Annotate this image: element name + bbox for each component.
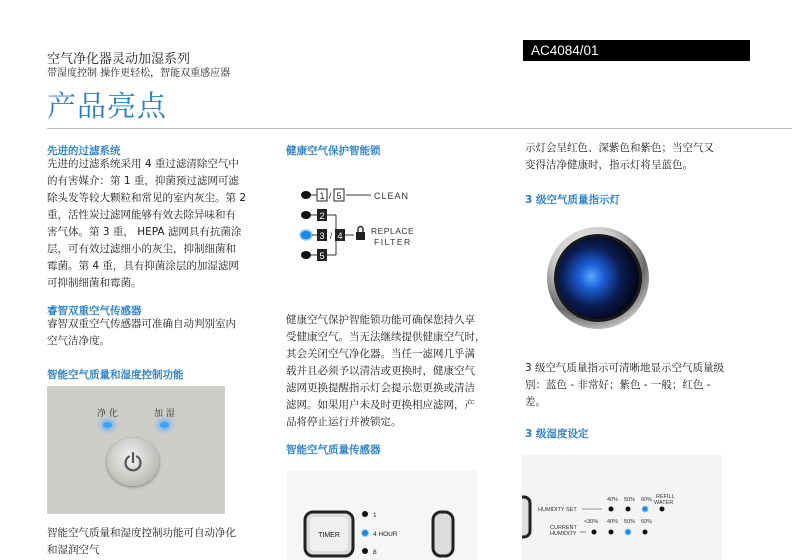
humidify-led xyxy=(160,422,169,428)
humidity-panel-photo xyxy=(522,455,722,560)
dual-sensor-heading: 睿智双重空气传感器 xyxy=(47,305,142,317)
lock-icon xyxy=(356,227,365,241)
divider xyxy=(47,128,792,129)
product-series-title: 空气净化器灵动加湿系列 xyxy=(47,52,191,67)
timer-panel-photo xyxy=(287,470,477,560)
text-line: 空气洁净度。 xyxy=(47,335,110,347)
text-line: 3 级空气质量指示可清晰地显示空气质量级 xyxy=(525,362,725,374)
filter-system-heading: 先进的过滤系统 xyxy=(47,145,121,157)
air-quality-sensor-heading: 智能空气质量传感器 xyxy=(286,444,381,456)
text-line: 示灯会呈红色、深紫色和紫色；当空气又 xyxy=(525,142,714,154)
text-line: 受健康空气。当无法继续提供健康空气时， xyxy=(286,331,486,343)
humidify-label: 加 湿 xyxy=(154,409,175,419)
text-line: 重，活性炭过滤网能够有效去除异味和有 xyxy=(47,209,236,221)
text-line: 睿智双重空气传感器可准确自动判别室内 xyxy=(47,318,236,330)
air-quality-indicator-light xyxy=(545,225,651,331)
humidity-setting-heading: 3 级湿度设定 xyxy=(525,428,589,440)
filter-system-text xyxy=(47,156,275,292)
text-line: 健康空气保护智能锁功能可确保您持久享 xyxy=(286,314,475,326)
text-line: 的有害媒介：第 1 重，抑菌预过滤网可滤 xyxy=(47,175,239,187)
healthy-air-lock-text xyxy=(286,312,512,431)
indicator-2-label: 2 xyxy=(319,211,325,221)
svg-text:5: 5 xyxy=(336,191,342,201)
text-line: 除头发等较大颗粒和常见的室内灰尘。第 2 xyxy=(47,192,247,204)
text-line: 可抑制细菌和霉菌。 xyxy=(47,277,142,289)
intro-continuation-text xyxy=(525,140,750,174)
model-number: AC4084/01 xyxy=(531,43,599,58)
humidity-bottom-40: 40% xyxy=(607,519,619,525)
humidity-bottom-30: <30% xyxy=(584,519,599,525)
text-line: 先进的过滤系统采用 4 重过滤清除空气中 xyxy=(47,158,239,170)
humidity-set-label: HUMIDITY SET xyxy=(538,507,577,513)
product-subtitle: 带湿度控制 操作更轻松，智能双重感应器 xyxy=(47,68,231,79)
svg-text:3: 3 xyxy=(319,231,325,241)
text-line: 智能空气质量和湿度控制功能可自动净化 xyxy=(47,527,236,539)
timer-option-3: 8 xyxy=(373,549,377,556)
humidity-top-50: 50% xyxy=(624,497,636,503)
svg-text:4: 4 xyxy=(337,231,343,241)
purify-led xyxy=(103,422,112,428)
humidity-top-40: 40% xyxy=(607,497,619,503)
filter-indicator-diagram xyxy=(288,175,478,270)
svg-text:/: / xyxy=(328,191,332,201)
text-line: 差。 xyxy=(525,396,546,408)
smart-control-text xyxy=(47,525,275,559)
indicator-5-label: 5 xyxy=(319,251,325,261)
power-button xyxy=(107,438,159,486)
current-humidity-label-2: HUMIDITY xyxy=(550,531,577,537)
indicator-row-4 xyxy=(301,249,336,261)
refill-label-2: WATER xyxy=(654,500,674,506)
text-line: 害气体。第 3 重， HEPA 滤网具有抗菌涂 xyxy=(47,226,242,238)
text-line: 别：蓝色 - 非常好；紫色 - 一般；红色 - xyxy=(525,379,711,391)
clean-label: CLEAN xyxy=(374,191,410,201)
text-line: 霉菌。第 4 重，具有抑菌涂层的加湿滤网 xyxy=(47,260,239,272)
text-line: 滤网更换提醒指示灯会提示您更换或清洁 xyxy=(286,382,475,394)
model-number-badge xyxy=(523,40,750,61)
text-line: 品将停止运行并被锁定。 xyxy=(286,416,402,428)
indicator-row-3 xyxy=(300,226,414,247)
dual-sensor-text xyxy=(47,316,275,350)
control-panel-photo xyxy=(47,386,225,514)
humidity-bottom-60: 60% xyxy=(641,519,653,525)
smart-control-heading: 智能空气质量和湿度控制功能 xyxy=(47,369,184,381)
text-line: 层，可有效过滤细小的灰尘，抑制细菌和 xyxy=(47,243,236,255)
refill-label-1: REFILL xyxy=(656,494,675,500)
power-icon xyxy=(121,450,145,474)
filter-label: FILTER xyxy=(374,237,412,247)
air-quality-indicator-heading: 3 级空气质量指示灯 xyxy=(525,194,620,206)
current-humidity-label-1: CURRENT xyxy=(550,525,577,531)
humidity-bottom-50: 50% xyxy=(624,519,636,525)
text-line: 变得洁净健康时，指示灯将呈蓝色。 xyxy=(525,159,693,171)
text-line: 和湿润空气 xyxy=(47,544,100,556)
purify-label: 净 化 xyxy=(97,409,118,419)
text-line: 其会关闭空气净化器。当任一滤网几乎满 xyxy=(286,348,475,360)
svg-text:1: 1 xyxy=(319,191,325,201)
timer-button: TIMER xyxy=(318,532,340,539)
air-quality-indicator-text xyxy=(525,360,750,411)
humidity-top-60: 60% xyxy=(641,497,653,503)
healthy-air-lock-heading: 健康空气保护智能锁 xyxy=(286,145,381,157)
timer-option-2: 4 HOUR xyxy=(373,531,398,538)
indicator-row-1 xyxy=(301,189,409,201)
timer-option-1: 1 xyxy=(373,512,377,519)
highlights-title: 产品亮点 xyxy=(47,89,168,123)
replace-label: REPLACE xyxy=(371,226,415,236)
svg-text:/: / xyxy=(329,231,333,241)
text-line: 滤网。如果用户未及时更换相应滤网，产 xyxy=(286,399,475,411)
text-line: 载并且必须予以清洁或更换时，健康空气 xyxy=(286,365,475,377)
